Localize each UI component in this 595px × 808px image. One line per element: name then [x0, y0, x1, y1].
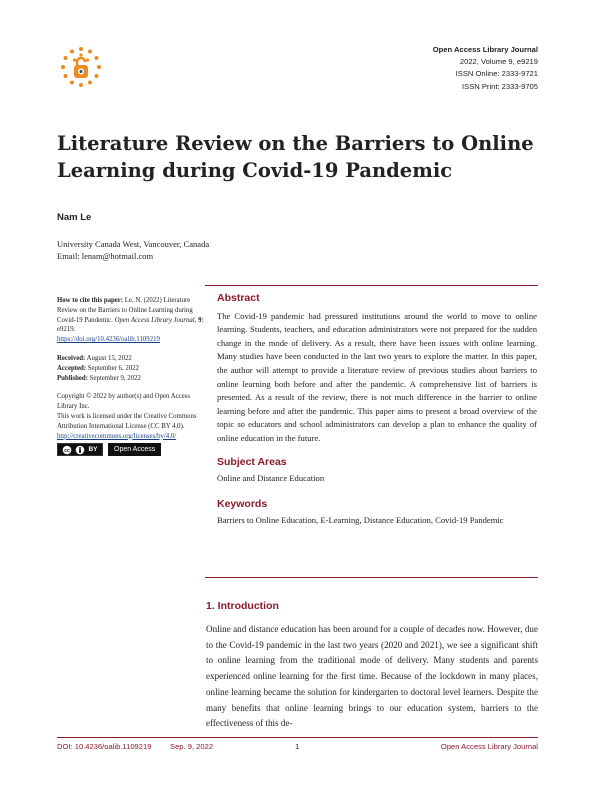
open-access-logo-icon	[60, 46, 102, 88]
cite-label: How to cite this paper:	[57, 297, 124, 304]
sidebar	[57, 296, 204, 456]
subject-heading: Subject Areas	[217, 455, 287, 468]
dates	[57, 354, 204, 383]
keywords-text: Barriers to Online Education, E-Learning, Distance Education, Covid-19 Pandemic	[217, 515, 504, 526]
citation	[57, 296, 204, 345]
published-label: Published:	[57, 374, 88, 382]
published-date: September 9, 2022	[87, 374, 141, 382]
issn-print: ISSN Print: 2333-9705	[462, 81, 538, 91]
title-line-2: Learning during Covid-19 Pandemic	[57, 159, 453, 182]
affiliation: University Canada West, Vancouver, Canada	[57, 239, 210, 249]
copyright-block	[57, 392, 204, 441]
creative-commons-icon	[62, 445, 72, 455]
footer-rule	[57, 737, 538, 738]
cite-journal: Open Access Library Journal,	[114, 316, 197, 324]
footer-date: Sep. 9, 2022	[170, 742, 214, 751]
attribution-person-icon	[75, 445, 85, 455]
journal-info	[433, 44, 538, 93]
cite-volume: 9	[196, 316, 202, 324]
cc-by-badge[interactable]	[57, 443, 103, 456]
open-access-badge: Open Access	[108, 443, 161, 456]
page-number: 1	[295, 742, 300, 751]
paper-title	[57, 130, 537, 184]
footer-doi[interactable]: DOI: 10.4236/oalib.1109219	[57, 742, 152, 751]
cite-text-2: : e9219.	[57, 316, 204, 334]
copyright: Copyright © 2022 by author(s) and Open Access Library Inc.	[57, 393, 190, 411]
rule-top	[205, 285, 538, 286]
issn-online: ISSN Online: 2333-9721	[455, 69, 538, 79]
abstract-heading: Abstract	[217, 292, 260, 304]
intro-text: Online and distance education has been around for a couple of decades now. However, due to the Covid-19 pandemic in the last two years (2020 and 2021), we see a significant shift to online learning from the traditional mode of delivery. Many students and parents experienced online learning for the first time. Because of the lockdown in many places, online learning became the solution for kindergarten to doctoral level learners. Despite the many benefits that online learning brings to our education system, barriers to the effectiveness of this de-	[206, 624, 538, 729]
author-name: Nam Le	[57, 212, 92, 223]
doi-link[interactable]: https://doi.org/10.4236/oalib.1109219	[57, 336, 160, 344]
received-label: Received:	[57, 354, 86, 362]
abstract-text: The Covid-19 pandemic had pressured institutions around the world to move to online learning. Students, teachers, and education administrators were not prepared for the sudden change in the mode of delivery. As a result, there have been issues with online learning. Many studies have been conducted in the last two years to explore the matter. In this paper, the author will attempt to provide a literature review of previous studies about barriers to online learning both before and after the pandemic. A comprehensive list of barriers is presented. As a result of the review, there is not much difference in the barrier to online learning before and after the pandemic. This paper aims to present a broad overview of the topic so educators and school administrators can develop a plan to enhance the quality of online education in the future.	[217, 310, 537, 443]
accepted-date: September 6, 2022	[86, 364, 139, 372]
svg-text:cc: cc	[64, 447, 71, 454]
rule-bottom	[205, 577, 538, 578]
license-text: This work is licensed under the Creative Commons Attribution International License (CC BY 4.0).	[57, 412, 197, 430]
keywords-heading: Keywords	[217, 497, 268, 510]
cc-badge-label: BY	[88, 445, 98, 453]
cite-text-1: Le, N. (2022) Literature Review on the Barriers to Online Learning during Covid-19 Pandemic.	[57, 297, 193, 324]
badges	[57, 443, 204, 456]
journal-name: Open Access Library Journal	[432, 45, 538, 54]
intro-heading: 1. Introduction	[206, 600, 279, 612]
abstract-section	[217, 292, 537, 528]
author-email[interactable]: Email: lenam@hotmail.com	[57, 251, 154, 261]
footer-journal: Open Access Library Journal	[440, 742, 538, 751]
license-link[interactable]: http://creativecommons.org/licenses/by/4.0/	[57, 432, 177, 440]
title-line-1: Literature Review on the Barriers to Online	[57, 132, 534, 155]
journal-volume: 2022, Volume 9, e9219	[459, 57, 538, 67]
subject-text: Online and Distance Education	[217, 473, 325, 484]
accepted-label: Accepted:	[57, 364, 87, 372]
affiliation-block	[57, 238, 209, 262]
received-date: August 15, 2022	[85, 354, 132, 362]
